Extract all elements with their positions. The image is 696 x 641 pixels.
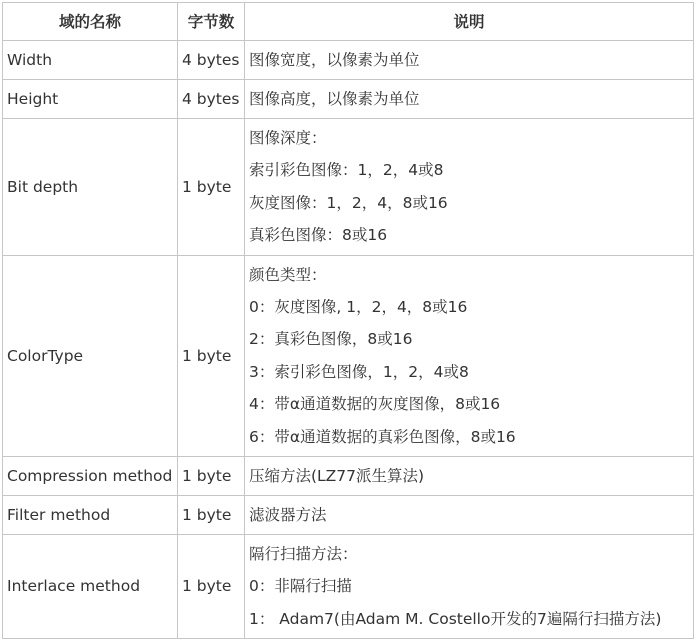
header-byte-count: 字节数 xyxy=(178,3,245,41)
table-row xyxy=(3,80,694,119)
field-description xyxy=(245,255,694,456)
description-line: 4：带α通道数据的灰度图像，8或16 xyxy=(249,395,501,414)
field-bytes: 4 bytes xyxy=(178,41,245,80)
field-description xyxy=(245,534,694,638)
field-description xyxy=(245,80,694,119)
table-row xyxy=(3,41,694,80)
png-header-table xyxy=(2,2,694,639)
description-line: 0：灰度图像, 1，2，4，8或16 xyxy=(249,297,468,316)
field-bytes: 4 bytes xyxy=(178,80,245,119)
header-description: 说明 xyxy=(245,3,694,41)
description-line: 1： Adam7(由Adam M. Costello开发的7遍隔行扫描方法) xyxy=(249,609,662,628)
description-line: 3：索引彩色图像，1，2，4或8 xyxy=(249,362,469,381)
description-line: 6：带α通道数据的真彩色图像，8或16 xyxy=(249,427,516,446)
field-bytes: 1 byte xyxy=(178,456,245,495)
description-line: 真彩色图像：8或16 xyxy=(249,226,388,245)
description-line: 颜色类型： xyxy=(249,265,327,284)
description-line: 压缩方法(LZ77派生算法) xyxy=(249,466,425,485)
table-row xyxy=(3,119,694,256)
description-line: 图像宽度，以像素为单位 xyxy=(249,51,420,69)
description-line: 2：真彩色图像，8或16 xyxy=(249,330,413,349)
field-name: Bit depth xyxy=(3,119,178,256)
description-line: 灰度图像：1，2，4，8或16 xyxy=(249,193,448,212)
field-description xyxy=(245,119,694,256)
field-name: Height xyxy=(3,80,178,119)
description-line: 0：非隔行扫描 xyxy=(249,577,352,596)
description-line: 滤波器方法 xyxy=(249,505,327,524)
field-bytes: 1 byte xyxy=(178,255,245,456)
description-line: 图像高度，以像素为单位 xyxy=(249,90,420,108)
field-bytes: 1 byte xyxy=(178,495,245,534)
field-name: Width xyxy=(3,41,178,80)
field-bytes: 1 byte xyxy=(178,534,245,638)
table-row xyxy=(3,255,694,456)
table-row xyxy=(3,456,694,495)
description-line: 图像深度： xyxy=(249,129,327,147)
field-description xyxy=(245,41,694,80)
table-row xyxy=(3,495,694,534)
description-line: 隔行扫描方法： xyxy=(249,544,358,563)
table-row xyxy=(3,534,694,638)
header-field-name: 域的名称 xyxy=(3,3,178,41)
field-description xyxy=(245,495,694,534)
table-header-row xyxy=(3,3,694,41)
field-name: Filter method xyxy=(3,495,178,534)
field-name: Interlace method xyxy=(3,534,178,638)
field-name: ColorType xyxy=(3,255,178,456)
field-description xyxy=(245,456,694,495)
description-line: 索引彩色图像：1，2，4或8 xyxy=(249,161,444,180)
field-name: Compression method xyxy=(3,456,178,495)
field-bytes: 1 byte xyxy=(178,119,245,256)
